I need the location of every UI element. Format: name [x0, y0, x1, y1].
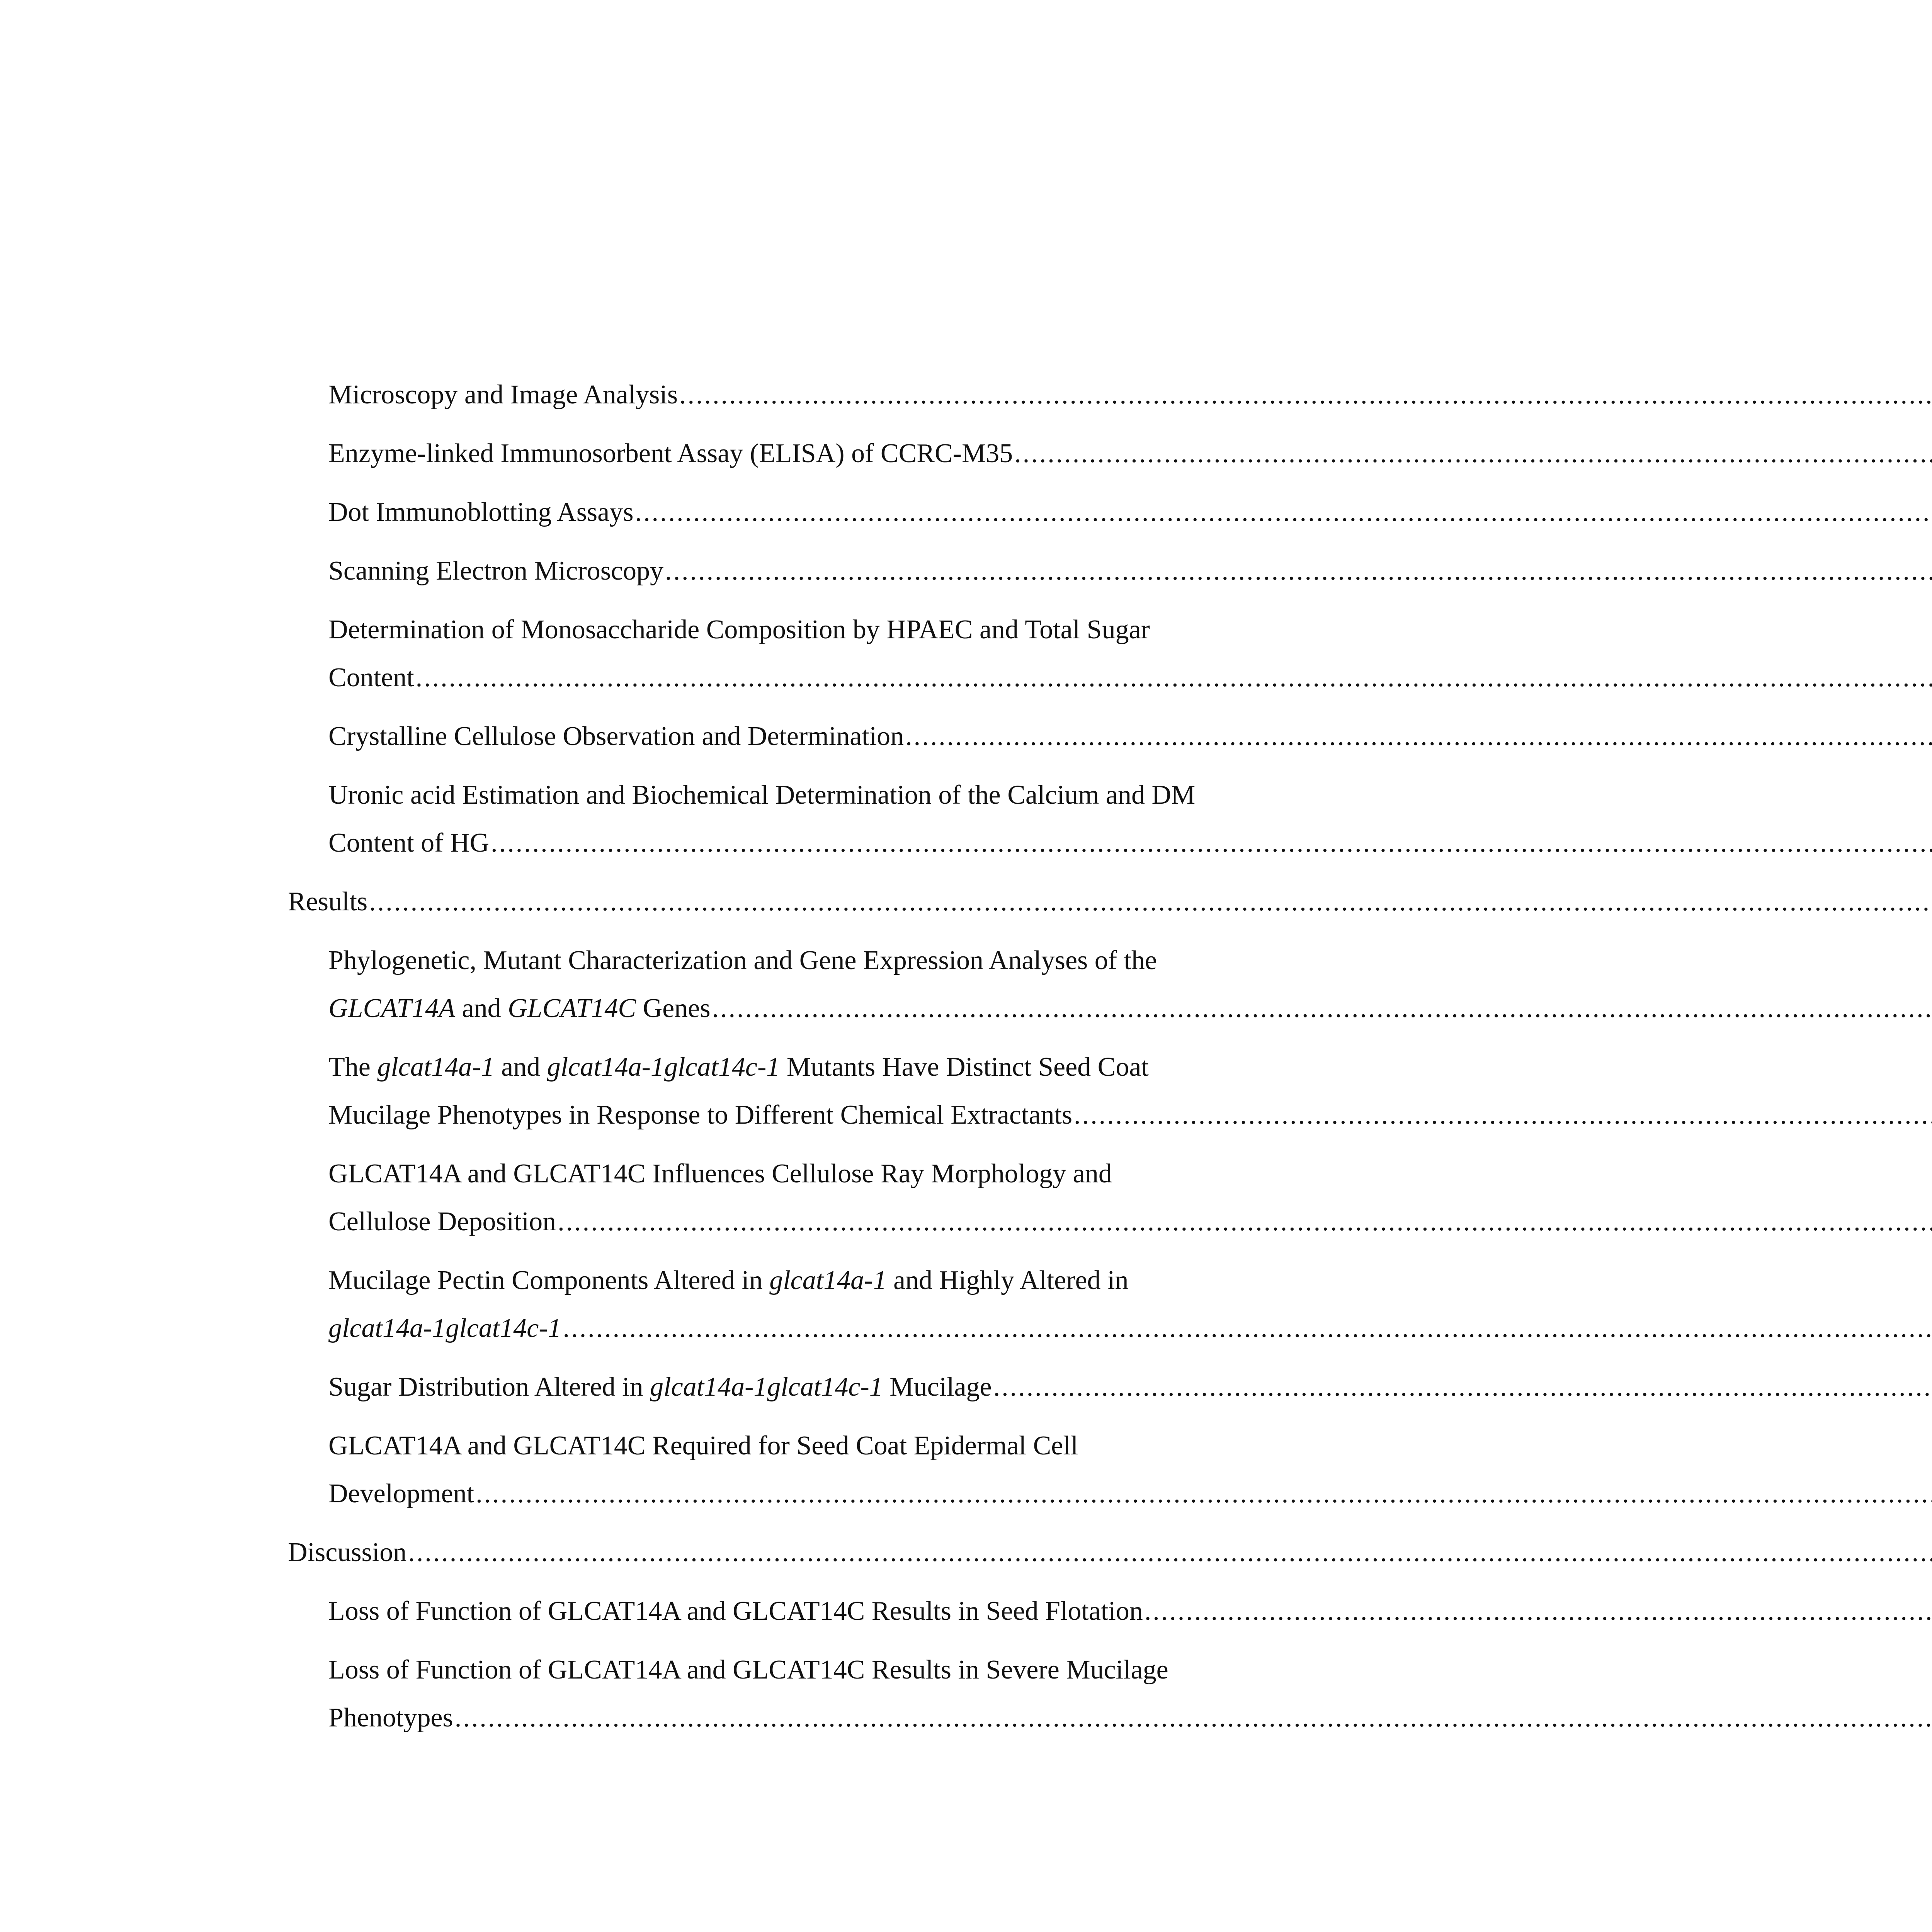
- toc-entry-text: Mucilage: [883, 1372, 992, 1402]
- toc-entry-text: Dot Immunoblotting Assays: [328, 497, 634, 527]
- toc-entry-title-line: [328, 1043, 1233, 1091]
- dot-leader: [476, 1470, 1932, 1518]
- toc-entry-title-line: [328, 771, 1233, 819]
- toc-entry-title: [328, 1304, 561, 1352]
- toc-subsection-entry[interactable]: [328, 713, 1233, 760]
- toc-subsection-entry[interactable]: [328, 937, 1233, 1032]
- toc-entry-text: Genes: [636, 993, 711, 1023]
- toc-entry-text: Loss of Function of GLCAT14A and GLCAT14C Results in Severe Mucilage: [328, 1655, 1168, 1685]
- toc-entry-text: Phylogenetic, Mutant Characterization and Gene Expression Analyses of the: [328, 946, 1157, 975]
- toc-subsection-entry[interactable]: [328, 488, 1233, 536]
- dot-leader: [455, 1694, 1932, 1742]
- toc-entry-line: [328, 371, 1233, 419]
- dot-leader: [1014, 430, 1932, 478]
- toc-entry-title: [328, 1091, 1072, 1139]
- toc-entry-line: [328, 713, 1233, 760]
- toc-entry-line: [328, 1091, 1233, 1139]
- toc-entry-text: Cellulose Deposition: [328, 1207, 556, 1236]
- toc-entry-line: [328, 547, 1233, 595]
- toc-entry-title-line: [328, 937, 1233, 985]
- dot-leader: [905, 713, 1932, 760]
- toc-entry-line: [328, 430, 1233, 478]
- toc-entry-text: Crystalline Cellulose Observation and Determination: [328, 721, 904, 751]
- toc-entry-text: GLCAT14C: [508, 993, 636, 1023]
- toc-entry-title-line: [328, 1646, 1233, 1694]
- toc-entry-title: [328, 1694, 453, 1742]
- toc-entry-text: glcat14a-1glcat14c-1: [650, 1372, 883, 1402]
- dot-leader: [679, 371, 1932, 419]
- toc-section-entry[interactable]: [288, 1529, 1233, 1577]
- toc-entry-line: [328, 1304, 1233, 1352]
- toc-entry-title: [328, 371, 678, 419]
- toc-entry-title: [328, 985, 711, 1032]
- toc-entry-title: [328, 654, 414, 702]
- table-of-contents: [288, 371, 1233, 1753]
- dot-leader: [369, 878, 1932, 926]
- toc-entry-line: [328, 1587, 1233, 1635]
- toc-entry-line: [328, 1198, 1233, 1246]
- toc-subsection-entry[interactable]: [328, 1150, 1233, 1246]
- toc-subsection-entry[interactable]: [328, 547, 1233, 595]
- toc-entry-text: glcat14a-1glcat14c-1: [547, 1052, 780, 1082]
- toc-entry-text: Results: [288, 887, 368, 917]
- toc-entry-line: [288, 878, 1233, 926]
- toc-entry-text: Microscopy and Image Analysis: [328, 380, 678, 410]
- toc-subsection-entry[interactable]: [328, 1646, 1233, 1742]
- toc-entry-text: Mucilage Pectin Components Altered in: [328, 1265, 770, 1295]
- toc-subsection-entry[interactable]: [328, 1587, 1233, 1635]
- toc-entry-text: Development: [328, 1479, 474, 1509]
- toc-entry-line: [328, 654, 1233, 702]
- dot-leader: [1074, 1091, 1932, 1139]
- toc-entry-text: Discussion: [288, 1537, 407, 1567]
- toc-entry-text: Determination of Monosaccharide Composition by HPAEC and Total Sugar: [328, 615, 1150, 645]
- toc-entry-title: [328, 1470, 474, 1518]
- dot-leader: [416, 654, 1932, 702]
- toc-entry-title: [328, 819, 489, 867]
- toc-subsection-entry[interactable]: [328, 606, 1233, 702]
- toc-entry-title-line: [328, 606, 1233, 654]
- toc-entry-text: Scanning Electron Microscopy: [328, 556, 664, 586]
- toc-entry-text: Content of HG: [328, 828, 490, 858]
- toc-entry-text: Loss of Function of GLCAT14A and GLCAT14C Results in Seed Flotation: [328, 1596, 1143, 1626]
- toc-entry-text: glcat14a-1: [769, 1265, 887, 1295]
- toc-entry-line: [328, 985, 1233, 1032]
- toc-entry-line: [328, 488, 1233, 536]
- toc-subsection-entry[interactable]: [328, 1043, 1233, 1139]
- dot-leader: [665, 547, 1932, 595]
- toc-entry-title-line: [328, 1422, 1233, 1470]
- toc-entry-text: Phenotypes: [328, 1703, 453, 1733]
- dot-leader: [563, 1304, 1932, 1352]
- toc-entry-title: [328, 488, 633, 536]
- dot-leader: [491, 819, 1932, 867]
- toc-entry-title: [288, 878, 367, 926]
- toc-entry-text: Sugar Distribution Altered in: [328, 1372, 650, 1402]
- toc-entry-text: Mutants Have Distinct Seed Coat: [780, 1052, 1149, 1082]
- toc-entry-text: and: [494, 1052, 547, 1082]
- toc-entry-text: The: [328, 1052, 378, 1082]
- toc-entry-text: GLCAT14A: [328, 993, 456, 1023]
- toc-entry-line: [328, 1694, 1233, 1742]
- toc-entry-title: [328, 547, 663, 595]
- toc-entry-line: [288, 1529, 1233, 1577]
- toc-entry-text: and Highly Altered in: [886, 1265, 1129, 1295]
- toc-subsection-entry[interactable]: [328, 1257, 1233, 1352]
- toc-section-entry[interactable]: [288, 878, 1233, 926]
- toc-entry-text: Enzyme-linked Immunosorbent Assay (ELISA) of CCRC-M35: [328, 439, 1013, 468]
- toc-subsection-entry[interactable]: [328, 430, 1233, 478]
- dot-leader: [635, 488, 1932, 536]
- toc-subsection-entry[interactable]: [328, 1422, 1233, 1518]
- toc-entry-title-line: [328, 1257, 1233, 1304]
- toc-entry-title: [328, 1363, 992, 1411]
- dot-leader: [1145, 1587, 1932, 1635]
- toc-entry-title: [288, 1529, 406, 1577]
- dot-leader: [712, 985, 1932, 1032]
- toc-entry-text: Content: [328, 663, 414, 692]
- toc-entry-text: glcat14a-1glcat14c-1: [328, 1313, 561, 1343]
- toc-entry-title: [328, 1587, 1143, 1635]
- toc-entry-line: [328, 819, 1233, 867]
- dot-leader: [558, 1198, 1932, 1246]
- toc-entry-title-line: [328, 1150, 1233, 1198]
- toc-subsection-entry[interactable]: [328, 1363, 1233, 1411]
- dot-leader: [993, 1363, 1932, 1411]
- dot-leader: [408, 1529, 1932, 1577]
- toc-entry-text: Uronic acid Estimation and Biochemical Determination of the Calcium and DM: [328, 780, 1196, 810]
- toc-entry-line: [328, 1470, 1233, 1518]
- toc-entry-title: [328, 713, 904, 760]
- toc-entry-text: GLCAT14A and GLCAT14C Required for Seed Coat Epidermal Cell: [328, 1431, 1078, 1461]
- toc-subsection-entry[interactable]: [328, 771, 1233, 867]
- toc-entry-text: GLCAT14A and GLCAT14C Influences Cellulose Ray Morphology and: [328, 1159, 1112, 1189]
- toc-entry-line: [328, 1363, 1233, 1411]
- toc-entry-text: and: [455, 993, 508, 1023]
- toc-entry-title: [328, 430, 1013, 478]
- toc-entry-text: glcat14a-1: [377, 1052, 495, 1082]
- toc-entry-text: Mucilage Phenotypes in Response to Different Chemical Extractants: [328, 1100, 1073, 1130]
- toc-entry-title: [328, 1198, 556, 1246]
- toc-subsection-entry[interactable]: [328, 371, 1233, 419]
